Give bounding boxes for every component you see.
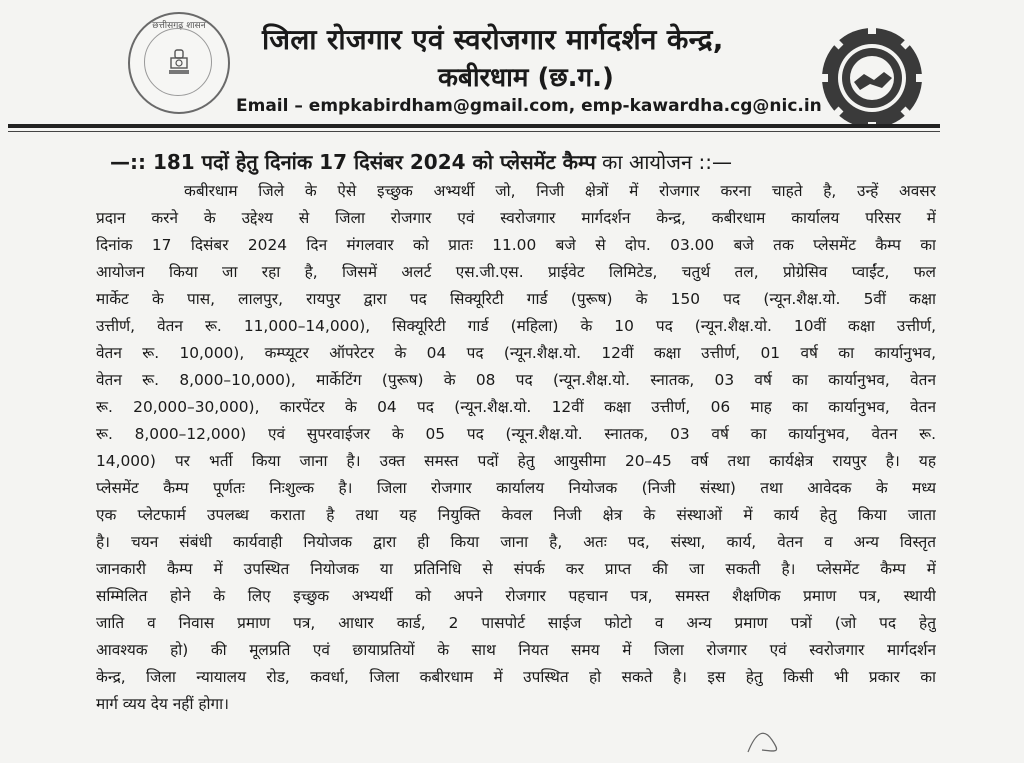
office-title: जिला रोजगार एवं स्वरोजगार मार्गदर्शन केन्द्र, [262, 23, 724, 56]
body-line: मार्केट के पास, लालपुर, रायपुर द्वारा पद सिक्यूरिटी गार्ड (पुरूष) के 150 पद (न्यून.शैक्ष.यो. 5वीं कक्षा [96, 290, 936, 308]
office-email: Email – empkabirdham@gmail.com, emp-kawardha.cg@nic.in [236, 96, 822, 116]
body-line: वेतन रू. 8,000–10,000), मार्केटिंग (पुरूष) के 08 पद (न्यून.शैक्ष.यो. स्नातक, 03 वर्ष का कार्यानुभव, वेतन [96, 371, 936, 389]
body-line: केन्द्र, जिला न्यायालय रोड, कवर्धा, जिला कबीरधाम में उपस्थित हो सकते है। इस हेतु किसी भी प्रकार का [96, 668, 936, 686]
body-line: जाति व निवास प्रमाण पत्र, आधार कार्ड, 2 पासपोर्ट साईज फोटो व अन्य प्रमाण पत्रों (जो पद हेतु [96, 614, 936, 632]
notice-heading [110, 148, 910, 175]
body-line: आवश्यक हो) की मूलप्रति एवं छायाप्रतियों के साथ नियत समय में जिला रोजगार एवं स्वरोजगार मार्गदर्शन [96, 641, 936, 659]
government-seal [128, 12, 230, 114]
office-location: कबीरधाम (छ.ग.) [438, 63, 614, 93]
body-line: एक प्लेटफार्म उपलब्ध कराता है तथा यह नियुक्ति केवल निजी क्षेत्र के संस्थाओं में कार्य हेतु किया जाता [96, 506, 936, 524]
body-line: रू. 20,000–30,000), कारपेंटर के 04 पद (न्यून.शैक्ष.यो. 12वीं कक्षा उत्तीर्ण, 06 माह का कार्यानुभव, वेतन [96, 398, 936, 416]
ashoka-emblem-icon [166, 48, 192, 78]
body-line: दिनांक 17 दिसंबर 2024 दिन मंगलवार को प्रातः 11.00 बजे से दोप. 03.00 बजे तक प्लेसमेंट कैम्प का [96, 236, 936, 254]
employment-exchange-logo-icon [818, 24, 926, 132]
notice-heading-main: —:: 181 पदों हेतु दिनांक 17 दिसंबर 2024 को प्लेसमेंट कैम्प [110, 150, 596, 174]
body-line: रू. 8,000–12,000) एवं सुपरवाईजर के 05 पद (न्यून.शैक्ष.यो. स्नातक, 03 वर्ष का कार्यानुभव, वेतन रू. [96, 425, 936, 443]
body-line: वेतन रू. 10,000), कम्प्यूटर ऑपरेटर के 04 पद (न्यून.शैक्ष.यो. 12वीं कक्षा उत्तीर्ण, 01 वर्ष का कार्यानुभव, [96, 344, 936, 362]
notice-heading-tail: का आयोजन ::— [595, 150, 732, 174]
body-line: सम्मिलित होने के लिए इच्छुक अभ्यर्थी को अपने रोजगार पहचान पत्र, समस्त शैक्षणिक प्रमाण पत्र, स्थायी [96, 587, 936, 605]
body-line: कबीरधाम जिले के ऐसे इच्छुक अभ्यर्थी जो, निजी क्षेत्रों में रोजगार करना चाहते है, उन्हें अवसर [184, 182, 936, 200]
body-line: 14,000) पर भर्ती किया जाना है। उक्त समस्त पदों हेतु आयुसीमा 20–45 वर्ष तथा कार्यक्षेत्र रायपुर है। यह [96, 452, 936, 470]
body-line: है। चयन संबंधी कार्यवाही नियोजक द्वारा ही किया जाना है, अतः पद, संस्था, कार्य, वेतन व अन्य विस्तृत [96, 533, 936, 551]
header-rule-thin [8, 131, 940, 132]
body-line: जानकारी कैम्प में उपस्थित नियोजक या प्रतिनिधि से संपर्क कर प्राप्त की जा सकती है। प्लेसमेंट कैम्प में [96, 560, 936, 578]
pen-mark-icon [742, 722, 782, 758]
seal-text: छत्तीसगढ़ शासन [152, 21, 206, 31]
notice-body [96, 178, 936, 718]
body-line: आयोजन किया जा रहा है, जिसमें अलर्ट एस.जी.एस. प्राईवेट लिमिटेड, चतुर्थ तल, प्रोग्रेसिव प्वाईंट, फल [96, 263, 936, 281]
body-line: उत्तीर्ण, वेतन रू. 11,000–14,000), सिक्यूरिटी गार्ड (महिला) के 10 पद (न्यून.शैक्ष.यो. 10वीं कक्षा उत्तीर्ण, [96, 317, 936, 335]
body-line: प्लेसमेंट कैम्प पूर्णतः निःशुल्क है। जिला रोजगार कार्यालय नियोजक (निजी संस्था) तथा आवेदक के मध्य [96, 479, 936, 497]
body-line: प्रदान करने के उद्देश्य से जिला रोजगार एवं स्वरोजगार मार्गदर्शन केन्द्र, कबीरधाम कार्यालय परिसर में [96, 209, 936, 227]
header-rule-thick [8, 124, 940, 128]
body-line: मार्ग व्यय देय नहीं होगा। [96, 695, 229, 713]
